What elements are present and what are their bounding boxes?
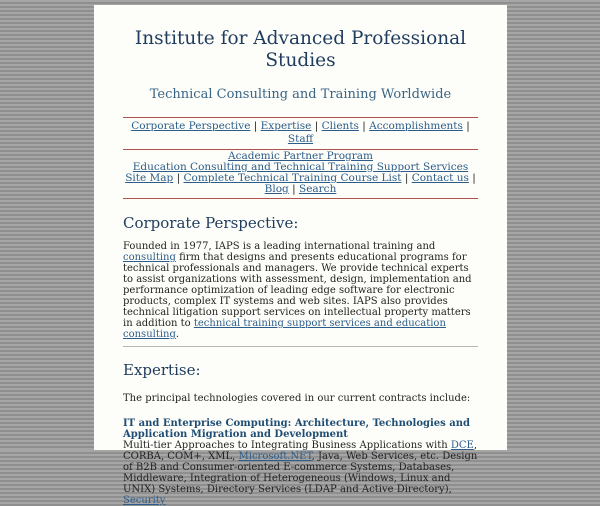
dce-link[interactable]: DCE <box>450 440 474 451</box>
expertise-detail <box>123 440 478 506</box>
secondary-nav: Academic Partner Program Education Consulting and Technical Training Support Services Site Map | Complete Technical Training Course List | Contact us | Blog | Search <box>125 150 476 195</box>
nav-staff[interactable]: Staff <box>287 133 314 145</box>
nav-contact[interactable]: Contact us <box>411 172 469 184</box>
nav-search[interactable]: Search <box>299 183 337 195</box>
divider-section <box>123 346 478 347</box>
consulting-link[interactable]: consulting <box>123 252 176 263</box>
nav-support-services[interactable]: Education Consulting and Technical Training Support Services <box>132 161 469 173</box>
page-panel <box>94 5 507 506</box>
nav-clients[interactable]: Clients <box>321 120 359 132</box>
expertise-text-2: , CORBA, COM+, XML, <box>123 440 477 462</box>
corporate-paragraph <box>123 241 478 340</box>
nav-corporate-perspective[interactable]: Corporate Perspective <box>131 120 251 132</box>
nav-course-list[interactable]: Complete Technical Training Course List <box>183 172 402 184</box>
divider-header-bottom <box>123 198 478 199</box>
expertise-intro: The principal technologies covered in our current contracts include: <box>123 393 471 404</box>
site-subtitle: Technical Consulting and Training Worldwide <box>149 87 452 102</box>
primary-nav: Corporate Perspective | Expertise | Clients | Accomplishments | Staff <box>131 120 470 145</box>
corporate-text-1: Founded in 1977, IAPS is a leading international training and <box>123 241 436 252</box>
expertise-heading: Expertise: <box>123 361 201 379</box>
nav-blog[interactable]: Blog <box>264 183 289 195</box>
expertise-subheading: IT and Enterprise Computing: Architecture, Technologies and Application Migration and Development <box>123 418 470 440</box>
corporate-text-2: firm that designs and presents educational programs for technical professionals and managers. We provide technical experts to assist organizations with assessment, design, implementation and performance optimization of leading edge software for electronic products, complex IT systems and web sites. IAPS also provides technical litigation support services on intellectual property matters in addition to <box>123 252 472 329</box>
corporate-text-3: . <box>175 329 180 340</box>
expertise-text-3: , Java, Web Services, etc. Design of B2B and Consumer-oriented E-commerce Systems, Databases, Middleware, Integration of Heterogeneous (Windows, Linux and UNIX) Systems, Directory Services (LDAP and Active Directory), <box>123 451 478 495</box>
nav-expertise[interactable]: Expertise <box>260 120 312 132</box>
microsoft-net-link[interactable]: Microsoft.NET <box>238 451 312 462</box>
expertise-text-1: Multi-tier Approaches to Integrating Business Applications with <box>123 440 451 451</box>
nav-academic-partner[interactable]: Academic Partner Program <box>228 150 373 162</box>
security-link[interactable]: Security <box>123 495 166 506</box>
corporate-heading: Corporate Perspective: <box>123 214 299 232</box>
technical-training-support-link[interactable]: technical training support services and education consulting <box>123 318 446 340</box>
nav-site-map[interactable]: Site Map <box>125 172 174 184</box>
site-title: Institute for Advanced Professional Studies <box>134 28 467 71</box>
nav-accomplishments[interactable]: Accomplishments <box>369 120 463 132</box>
